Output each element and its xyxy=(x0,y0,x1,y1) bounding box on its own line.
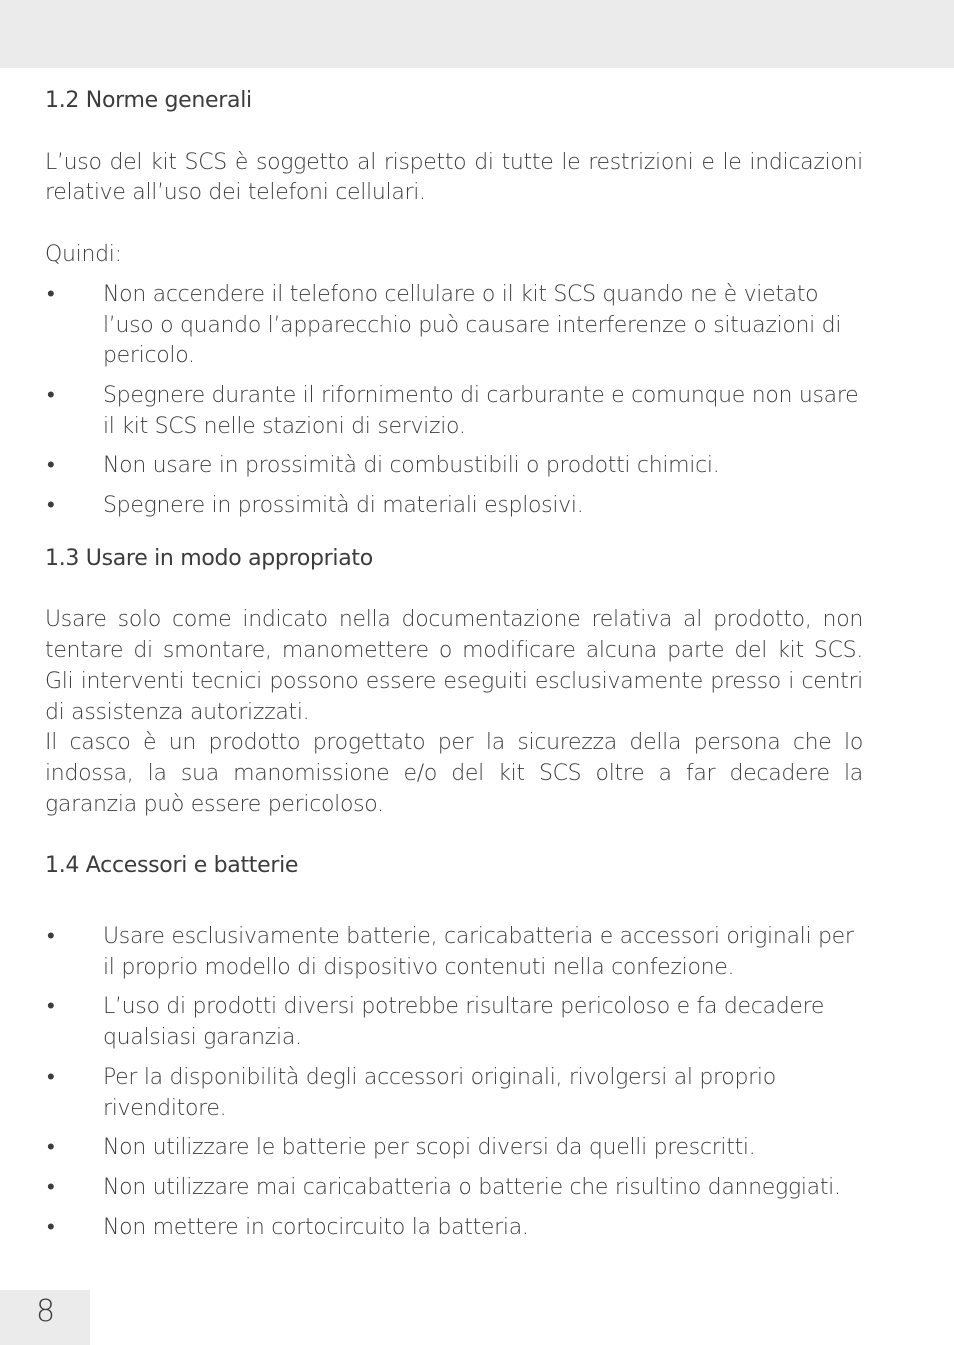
list-item-text: Non usare in prossimità di combustibili o prodotti chimici. xyxy=(103,453,720,479)
list-item xyxy=(45,1133,863,1164)
norme-paragraph: L’uso del kit SCS è soggetto al rispetto di tutte le restrizioni e le indicazioni relative all’uso dei telefoni cellulari. xyxy=(45,149,863,206)
bullet-icon: • xyxy=(47,994,55,1020)
list-item xyxy=(45,992,863,1053)
bullet-icon: • xyxy=(47,1064,55,1090)
bullet-icon: • xyxy=(47,382,55,408)
uso-paragraph-2: Il casco è un prodotto progettato per la sicurezza della persona che lo indossa, la sua manomissione e/o del kit SCS oltre a far decadere la garanzia può essere pericoloso. xyxy=(45,730,863,817)
list-item xyxy=(45,491,863,522)
page-number: 8 xyxy=(36,1294,56,1329)
list-item xyxy=(45,922,863,983)
list-item-text: Non mettere in cortocircuito la batteria. xyxy=(103,1214,529,1240)
bullet-icon: • xyxy=(47,281,55,307)
list-item-text: Non accendere il telefono cellulare o il kit SCS quando ne è vietato l’uso o quando l’apparecchio può causare interferenze o situazioni di pericolo. xyxy=(103,281,842,369)
bullet-icon: • xyxy=(47,1214,55,1240)
list-item-text: L’uso di prodotti diversi potrebbe risultare pericoloso e fa decadere qualsiasi garanzia. xyxy=(103,994,825,1051)
list-item xyxy=(45,381,863,442)
section-heading-usare-appropriato: 1.3 Usare in modo appropriato xyxy=(45,545,373,571)
bullet-icon: • xyxy=(47,493,55,519)
bullet-icon: • xyxy=(47,924,55,950)
list-item-text: Non utilizzare le batterie per scopi diversi da quelli prescritti. xyxy=(103,1135,756,1161)
uso-paragraph-1: Usare solo come indicato nella documentazione relativa al prodotto, non tentare di smontare, manomettere o modificare alcuna parte del kit SCS. Gli interventi tecnici possono essere eseguiti esclusivamente presso i centri di assistenza autorizzati. xyxy=(45,607,863,725)
list-item xyxy=(45,1173,863,1204)
bullet-icon: • xyxy=(47,1135,55,1161)
page-content xyxy=(45,86,863,1252)
bullet-icon: • xyxy=(47,453,55,479)
list-item xyxy=(45,451,863,482)
list-item xyxy=(45,1063,863,1124)
header-band xyxy=(0,0,954,68)
norme-lead: Quindi: xyxy=(45,242,122,268)
section-heading-norme-generali: 1.2 Norme generali xyxy=(45,88,252,113)
list-item-text: Spegnere in prossimità di materiali esplosivi. xyxy=(103,493,584,519)
accessori-bullet-list xyxy=(45,922,863,1243)
list-item-text: Per la disponibilità degli accessori originali, rivolgersi al proprio rivenditore. xyxy=(103,1064,776,1121)
list-item-text: Spegnere durante il rifornimento di carburante e comunque non usare il kit SCS nelle stazioni di servizio. xyxy=(103,382,859,439)
bullet-icon: • xyxy=(47,1174,55,1200)
list-item xyxy=(45,280,863,372)
list-item xyxy=(45,1213,863,1244)
section-heading-accessori-batterie: 1.4 Accessori e batterie xyxy=(45,853,299,879)
list-item-text: Usare esclusivamente batterie, caricabatteria e accessori originali per il proprio modello di dispositivo contenuti nella confezione. xyxy=(103,924,854,980)
list-item-text: Non utilizzare mai caricabatteria o batterie che risultino danneggiati. xyxy=(103,1174,841,1200)
norme-bullet-list xyxy=(45,280,863,522)
